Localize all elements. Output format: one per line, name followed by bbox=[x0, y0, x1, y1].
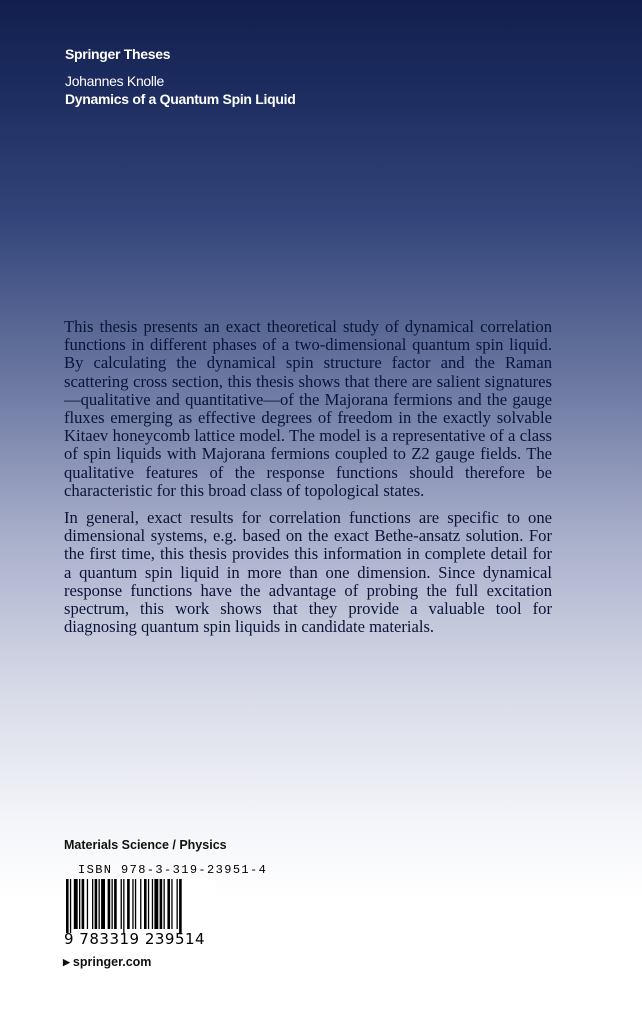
barcode-bar bbox=[79, 879, 80, 929]
barcode-bar bbox=[140, 879, 141, 929]
barcode-bar bbox=[114, 879, 117, 929]
barcode-bar bbox=[127, 879, 130, 929]
back-cover-blurb bbox=[64, 318, 552, 645]
website-text: springer.com bbox=[72, 955, 152, 969]
barcode-bar bbox=[108, 879, 111, 929]
barcode-bar bbox=[66, 879, 69, 933]
barcode-bar bbox=[171, 879, 172, 929]
barcode-bar bbox=[70, 879, 71, 933]
barcode-bar bbox=[99, 879, 100, 929]
barcode-bar bbox=[101, 879, 105, 929]
barcode-bar bbox=[167, 879, 170, 929]
blurb-paragraph: This thesis presents an exact theoretical study of dynamical correlation functions in different phases of a two-dimensional quantum spin liquid. By calculating the dynamical spin structure factor and the Raman scattering cross section, this thesis shows that there are salient signatures—qualitative and quantitative—of the Majorana fermions and the gauge fluxes emerging as effective degrees of freedom in the exactly solvable Kitaev honeycomb lattice model. The model is a representative of a class of spin liquids with Majorana fermions coupled to Z2 gauge fields. The qualitative features of the response functions should therefore be characteristic for this broad class of topological states. bbox=[64, 317, 552, 500]
barcode-bar bbox=[92, 879, 93, 929]
barcode-bar bbox=[112, 879, 113, 929]
series-name: Springer Theses bbox=[65, 46, 171, 62]
author-name: Johannes Knolle bbox=[65, 73, 165, 89]
barcode-bar bbox=[74, 879, 78, 929]
arrow-icon: ▶ bbox=[63, 957, 70, 967]
barcode-digits: 9 783319 239514 bbox=[64, 930, 206, 948]
barcode-bar bbox=[132, 879, 133, 929]
subject-category: Materials Science / Physics bbox=[64, 838, 227, 852]
barcode-bar bbox=[164, 879, 165, 929]
barcode-bar bbox=[121, 879, 122, 929]
barcode-bar bbox=[148, 879, 149, 929]
blurb-paragraph: In general, exact results for correlation functions are specific to one dimensional systems, e.g. based on the exact Bethe-ansatz solution. For the first time, this thesis provides this information in complete detail for a quantum spin liquid in more than one dimension. Since dynamical response functions have the advantage of probing the full excitation spectrum, this work shows that they provide a valuable tool for diagnosing quantum spin liquids in candidate materials. bbox=[64, 508, 552, 637]
barcode-bar bbox=[123, 879, 124, 933]
barcode-bar bbox=[82, 879, 85, 929]
book-title: Dynamics of a Quantum Spin Liquid bbox=[65, 91, 296, 107]
barcode-image bbox=[64, 879, 216, 933]
barcode-bar bbox=[177, 879, 178, 929]
barcode-bar bbox=[179, 879, 182, 933]
barcode-bar bbox=[160, 879, 163, 929]
barcode-bar bbox=[152, 879, 153, 929]
barcode-bar bbox=[95, 879, 98, 929]
isbn-label: ISBN 978-3-319-23951-4 bbox=[78, 863, 268, 877]
barcode-bar bbox=[87, 879, 88, 929]
barcode-bar bbox=[154, 879, 158, 929]
barcode-bar bbox=[144, 879, 147, 929]
website-link[interactable] bbox=[63, 955, 151, 969]
barcode-bar bbox=[135, 879, 136, 929]
